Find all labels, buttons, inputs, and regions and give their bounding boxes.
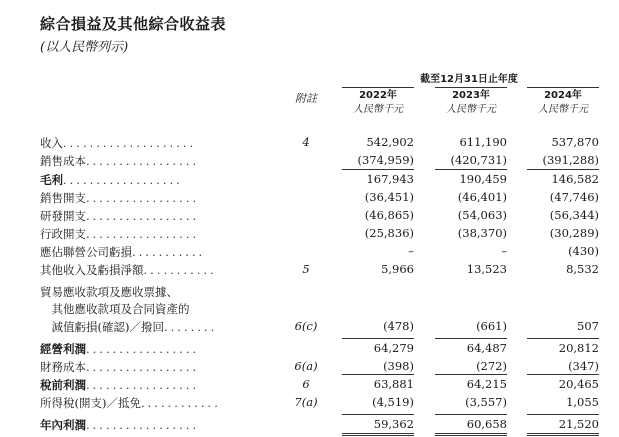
leader-dots: ................. <box>86 342 200 356</box>
row-label-text: 年內利潤 <box>40 418 86 432</box>
row-value: (25,836) <box>364 226 414 240</box>
row-value: 21,520 <box>558 417 599 431</box>
total-rule <box>527 433 599 436</box>
leader-dots: ........ <box>163 320 218 334</box>
row-label-text: 研發開支 <box>40 209 86 223</box>
period-header: 截至12月31日止年度 <box>420 74 518 85</box>
leader-dots: ................. <box>86 360 200 374</box>
row-value: 167,943 <box>366 172 414 186</box>
row-label <box>40 135 270 151</box>
leader-dots: ........... <box>143 263 217 277</box>
row-value: 13,523 <box>466 262 507 276</box>
row-label-text: 財務成本 <box>40 360 86 374</box>
row-value: 1,055 <box>566 395 599 409</box>
row-value: (54,063) <box>457 208 507 222</box>
row-label-text: 經營利潤 <box>40 342 86 356</box>
table-row <box>40 319 610 337</box>
row-label <box>40 341 270 357</box>
table-row <box>40 395 610 413</box>
row-label-text: 收入 <box>40 136 63 150</box>
row-label-text: 銷售開支 <box>40 191 86 205</box>
row-value: 542,902 <box>366 135 414 149</box>
row-value: – <box>501 244 507 258</box>
row-value: (420,731) <box>450 153 507 167</box>
row-label <box>40 208 270 224</box>
leader-dots: .................... <box>63 136 197 150</box>
row-note: 5 <box>302 262 310 276</box>
total-rule <box>527 338 599 339</box>
row-value: (30,289) <box>549 226 599 240</box>
row-value: 59,362 <box>373 417 414 431</box>
row-label <box>40 244 270 260</box>
column-year: 2023年 <box>452 90 490 101</box>
row-label <box>40 284 270 300</box>
row-label-text: 其他收入及虧損淨額 <box>40 263 144 277</box>
row-value: (398) <box>383 359 414 373</box>
row-value: 64,279 <box>373 341 414 355</box>
table-row <box>40 172 610 190</box>
total-rule <box>527 374 599 375</box>
row-value: 63,881 <box>373 377 414 391</box>
column-year: 2024年 <box>544 90 582 101</box>
row-value: 507 <box>577 319 599 333</box>
leader-dots: ........... <box>132 245 206 259</box>
row-label <box>40 417 270 433</box>
statement-subtitle: (以人民幣列示) <box>40 40 129 55</box>
row-label <box>40 262 270 278</box>
total-rule <box>435 414 507 415</box>
row-value: 64,215 <box>466 377 507 391</box>
row-value: (391,288) <box>542 153 599 167</box>
row-value: (4,519) <box>372 395 414 409</box>
row-value: (46,401) <box>457 190 507 204</box>
row-value: – <box>408 244 414 258</box>
row-label <box>40 190 270 206</box>
row-value: (272) <box>476 359 507 373</box>
row-value: (661) <box>476 319 507 333</box>
total-rule <box>342 338 414 339</box>
column-currency: 人民幣千元 <box>446 104 496 115</box>
row-label-text: 銷售成本 <box>40 154 86 168</box>
row-value: (347) <box>568 359 599 373</box>
table-row <box>40 262 610 280</box>
row-note: 4 <box>302 135 310 149</box>
row-label <box>40 395 270 411</box>
row-label <box>40 301 270 317</box>
row-label-text: 毛利 <box>40 173 63 187</box>
row-value: 8,532 <box>566 262 599 276</box>
row-value: (46,865) <box>364 208 414 222</box>
row-label <box>40 359 270 375</box>
notes-header: 附註 <box>295 92 317 105</box>
total-rule <box>527 169 599 170</box>
row-value: 64,487 <box>466 341 507 355</box>
leader-dots: ................. <box>86 191 200 205</box>
total-rule <box>342 414 414 415</box>
row-label <box>40 172 270 188</box>
table-row <box>40 226 610 244</box>
row-label-text: 應佔聯營公司虧損 <box>40 245 132 259</box>
leader-dots: .................. <box>63 173 183 187</box>
row-value: (38,370) <box>457 226 507 240</box>
table-row <box>40 244 610 262</box>
row-value: 5,966 <box>381 262 414 276</box>
total-rule <box>342 169 414 170</box>
total-rule <box>527 414 599 415</box>
row-value: (36,451) <box>364 190 414 204</box>
row-label-text: 行政開支 <box>40 227 86 241</box>
row-label-text: 稅前利潤 <box>40 378 86 392</box>
table-row <box>40 190 610 208</box>
row-label-text: 所得稅(開支)／抵免 <box>40 396 141 410</box>
row-value: (478) <box>383 319 414 333</box>
table-row <box>40 359 610 377</box>
row-note: 6 <box>302 377 310 391</box>
total-rule <box>342 374 414 375</box>
row-label-text: 減值虧損(確認)／撥回 <box>40 320 164 334</box>
statement-title: 綜合損益及其他綜合收益表 <box>40 15 227 33</box>
column-currency: 人民幣千元 <box>538 104 588 115</box>
table-row <box>40 301 610 319</box>
leader-dots: ................. <box>86 227 200 241</box>
row-value: 537,870 <box>551 135 599 149</box>
column-header-2024 <box>527 87 599 116</box>
row-label <box>40 153 270 169</box>
row-value: (47,746) <box>549 190 599 204</box>
row-label <box>40 226 270 242</box>
column-header-2023 <box>435 87 507 116</box>
row-label <box>40 377 270 393</box>
total-rule <box>435 338 507 339</box>
total-rule <box>435 374 507 375</box>
row-value: (56,344) <box>549 208 599 222</box>
row-value: 611,190 <box>459 135 507 149</box>
column-year: 2022年 <box>359 90 397 101</box>
row-note: 7(a) <box>294 395 318 409</box>
leader-dots: ................. <box>86 378 200 392</box>
table-row <box>40 153 610 171</box>
leader-dots: ................. <box>86 418 200 432</box>
table-row <box>40 284 610 302</box>
column-header-2022 <box>342 87 414 116</box>
row-note: 6(c) <box>294 319 318 333</box>
row-value: 190,459 <box>459 172 507 186</box>
total-rule <box>342 433 414 436</box>
row-value: 146,582 <box>551 172 599 186</box>
table-row <box>40 417 610 435</box>
row-label-text: 其他應收款項及合同資產的 <box>40 302 190 316</box>
table-row <box>40 135 610 153</box>
row-note: 6(a) <box>294 359 318 373</box>
row-label-text: 貿易應收款項及應收票據、 <box>40 285 178 299</box>
table-row <box>40 377 610 395</box>
row-value: (374,959) <box>357 153 414 167</box>
table-row <box>40 208 610 226</box>
row-value: 20,812 <box>558 341 599 355</box>
row-value: 20,465 <box>558 377 599 391</box>
leader-dots: ............ <box>140 396 221 410</box>
row-value: (3,557) <box>465 395 507 409</box>
row-label <box>40 319 270 335</box>
total-rule <box>435 169 507 170</box>
table-row <box>40 341 610 359</box>
row-value: (430) <box>568 244 599 258</box>
column-currency: 人民幣千元 <box>353 104 403 115</box>
total-rule <box>435 433 507 436</box>
leader-dots: ................. <box>86 209 200 223</box>
leader-dots: ................. <box>86 154 200 168</box>
row-value: 60,658 <box>466 417 507 431</box>
